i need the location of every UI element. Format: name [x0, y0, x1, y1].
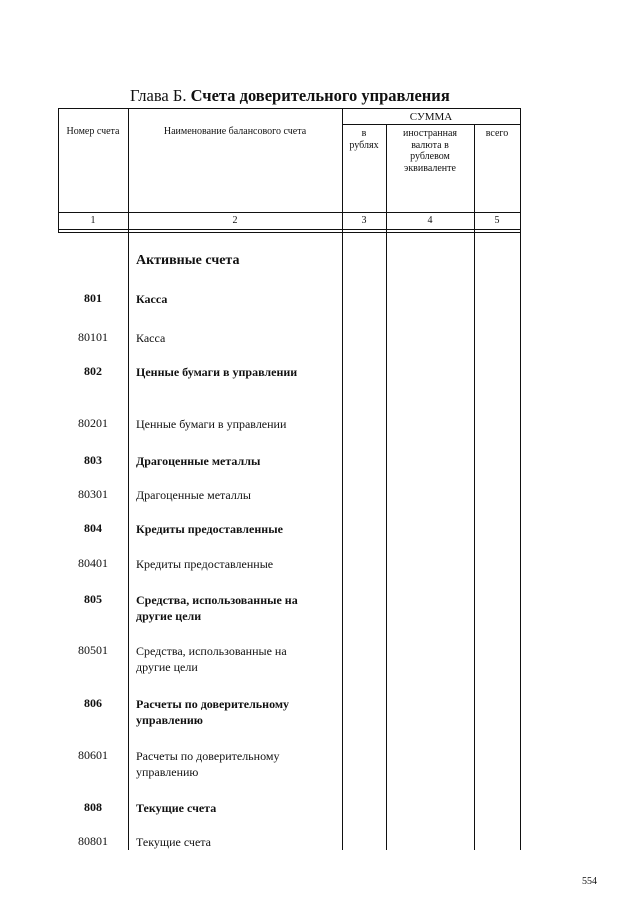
account-number: 80501 [78, 643, 108, 657]
account-number: 80101 [78, 330, 108, 344]
header-account-name: Наименование балансового счета [163, 126, 307, 137]
account-name: Касса [136, 331, 166, 345]
chapter-prefix: Глава Б. [130, 86, 187, 105]
account-number: 80601 [78, 748, 108, 762]
header-rubles: в рублях [349, 128, 379, 151]
column-number-5: 5 [494, 215, 500, 226]
header-account-number: Номер счета [66, 126, 120, 137]
header-foreign-currency: иностранная валюта в рублевом эквиваленте [402, 128, 458, 174]
account-number: 802 [84, 364, 102, 378]
account-name: Средства, использованные на другие цели [136, 644, 287, 675]
column-number-3: 3 [361, 215, 367, 226]
account-number: 801 [84, 291, 102, 305]
account-name: Кредиты предоставленные [136, 557, 274, 571]
account-number: 80301 [78, 487, 108, 501]
section-heading: Активные счета [136, 253, 240, 268]
account-name: Ценные бумаги в управлении [136, 365, 298, 379]
account-number: 805 [84, 592, 102, 606]
account-number: 80201 [78, 416, 108, 430]
account-number: 806 [84, 696, 102, 710]
account-name: Кредиты предоставленные [136, 522, 283, 536]
account-number: 80401 [78, 556, 108, 570]
account-number: 808 [84, 800, 102, 814]
account-name: Средства, использованные на другие цели [136, 593, 298, 624]
page-number: 554 [582, 876, 597, 887]
page-title [130, 86, 450, 106]
account-number: 80801 [78, 834, 108, 848]
account-number: 804 [84, 521, 102, 535]
account-name: Расчеты по доверительному управлению [136, 697, 290, 728]
account-number: 803 [84, 453, 102, 467]
header-total: всего [485, 128, 509, 139]
account-name: Расчеты по доверительному управлению [136, 749, 280, 780]
account-name: Касса [136, 292, 168, 306]
account-name: Драгоценные металлы [136, 454, 261, 468]
account-name: Текущие счета [136, 835, 212, 849]
column-number-2: 2 [232, 215, 238, 226]
account-name: Драгоценные металлы [136, 488, 251, 502]
account-name: Текущие счета [136, 801, 217, 815]
header-sum: СУММА [409, 111, 453, 123]
column-number-1: 1 [90, 215, 96, 226]
chapter-title: Счета доверительного управления [190, 86, 450, 105]
column-number-4: 4 [427, 215, 433, 226]
account-name: Ценные бумаги в управлении [136, 417, 287, 431]
